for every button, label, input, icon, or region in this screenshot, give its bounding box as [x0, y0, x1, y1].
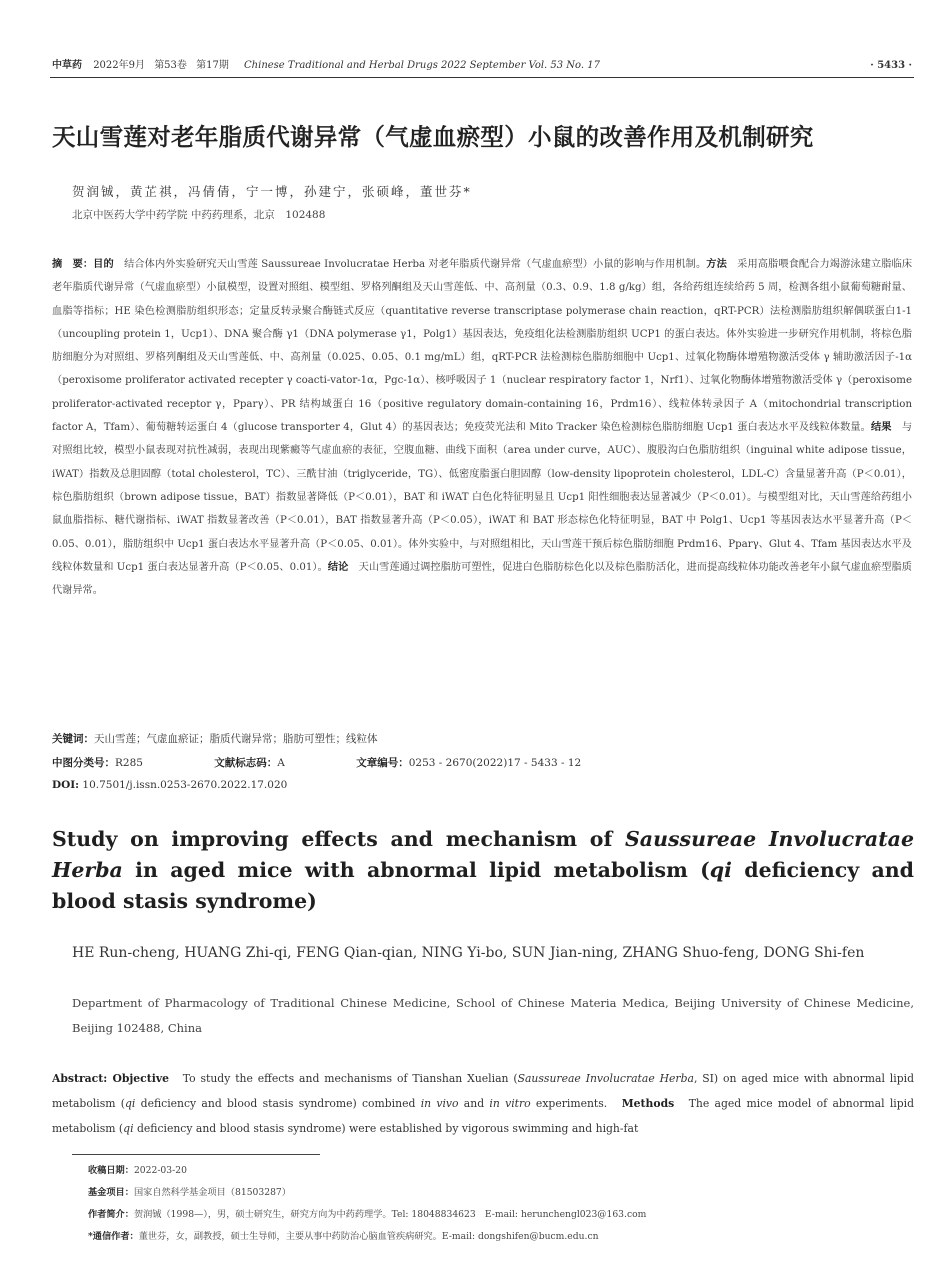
abstract-cn [52, 253, 912, 602]
received-label: 收稿日期： [88, 1165, 134, 1176]
authors-en: HE Run-cheng, HUANG Zhi-qi, FENG Qian-qian, NING Yi-bo, SUN Jian-ning, ZHANG Shuo-feng, DONG Shi-fen [72, 945, 865, 961]
abstract-en-text5: experiments. [530, 1097, 608, 1110]
doi-label: DOI: [52, 779, 80, 791]
corresponding-label: *通信作者： [88, 1231, 139, 1242]
abstract-label-cn: 摘 要： [52, 258, 94, 270]
section-objective-cn: 目的 [93, 258, 114, 270]
title-en-species: Saussureae Involucratae Herba [52, 827, 914, 882]
keywords: 天山雪莲；气虚血瘀证；脂质代谢异常；脂肪可塑性；线粒体 [94, 733, 378, 745]
affiliation-en: Department of Pharmacology of Traditional Chinese Medicine, School of Chinese Materia Medica, Beijing University of Chinese Medicine, Beijing 102488, China [72, 996, 914, 1035]
abstract-en-text3: deficiency and blood stasis syndrome) combined [135, 1097, 421, 1110]
footnotes [88, 1160, 908, 1248]
clc-value: R285 [115, 757, 143, 769]
fund-value: 国家自然科学基金项目（81503287） [133, 1187, 291, 1198]
clc-label: 中图分类号： [52, 757, 115, 769]
journal-name-cn: 中草药 [52, 60, 82, 71]
result-text-cn: 与对照组比较，模型小鼠表现对抗性减弱，表现出现紫癜等气虚血瘀的表征，空腹血糖、曲线下面积（area under curve，AUC）、腹股沟白色脂肪组织（inguinal white adipose tissue，iWAT）指数及总胆固醇（total cholesterol，TC）、三酰甘油（triglyceride，TG）、低密度脂蛋白胆固醇（low-density lipoprotein cholesterol，LDL-C）含量显著升高（P＜0.01），棕色脂肪组织（brown adipose tissue，BAT）指数显著降低（P＜0.01），BAT 和 iWAT 白色化特征明显且 Ucp1 阳性细胞表达显著减少（P＜0.01）。与模型组对比，天山雪莲给药组小鼠血脂指标、糖代谢指标、iWAT 指数显著改善（P＜0.01），BAT 指数显著升高（P＜0.05），iWAT 和 BAT 形态棕色化特征明显，BAT 中 Polg1、Ucp1 等基因表达水平显著升高（P＜0.05、0.01），脂肪组织中 Ucp1 蛋白表达水平显著升高（P＜0.05、0.01）。体外实验中，与对照组相比，天山雪莲干预后棕色脂肪细胞 Prdm16、Pparγ、Glut 4、Tfam 基因表达水平及线粒体数量和 Ucp1 蛋白表达显著升高（P＜0.05、0.01）。 [52, 422, 913, 573]
affiliation-cn: 北京中医药大学中药学院 中药药理系，北京 102488 [72, 209, 326, 221]
title-en-part3: deficiency and blood stasis syndrome) [52, 858, 914, 913]
classification-line [52, 755, 581, 770]
title-cn: 天山雪莲对老年脂质代谢异常（气虚血瘀型）小鼠的改善作用及机制研究 [52, 123, 814, 151]
corresponding-value: 董世芬，女，副教授，硕士生导师，主要从事中药防治心脑血管疾病研究。E-mail: dongshifen@bucm.edu.cn [138, 1231, 599, 1242]
title-en-part2: in aged mice with abnormal lipid metabolism ( [122, 858, 710, 882]
running-header [52, 56, 912, 76]
abstract-en-invivo: in vivo [420, 1097, 459, 1110]
issue-date-cn: 2022年9月 [93, 60, 145, 71]
methods-en-text1: The aged mice model of abnormal lipid metabolism ( [52, 1097, 915, 1135]
issue-cn: 第17期 [196, 60, 229, 71]
title-en-part1: Study on improving effects and mechanism of [52, 827, 625, 851]
volume-cn: 第53卷 [154, 60, 187, 71]
page-number: · 5433 · [870, 60, 912, 71]
keywords-line [52, 731, 378, 746]
keywords-label: 关键词： [52, 733, 94, 745]
abstract-en [52, 1066, 914, 1141]
footnote-rule [72, 1154, 320, 1155]
objective-text-cn: 结合体内外实验研究天山雪莲 Saussureae Involucratae Herba 对老年脂质代谢异常（气虚血瘀型）小鼠的影响与作用机制。 [124, 259, 707, 270]
methods-label-en: Methods [621, 1097, 675, 1110]
authors-cn: 贺润铖，黄芷祺，冯倩倩，宁一博，孙建宁，张硕峰，董世芬* [72, 184, 472, 199]
journal-name-en: Chinese Traditional and Herbal Drugs 2022 September Vol. 53 No. 17 [244, 60, 600, 71]
articleno-value: 0253 - 2670(2022)17 - 5433 - 12 [408, 757, 582, 769]
methods-en-text2: deficiency and blood stasis syndrome) were established by vigorous swimming and high-fat [133, 1122, 639, 1135]
section-result-cn: 结果 [870, 421, 892, 434]
footnote-fund [88, 1182, 908, 1204]
author-label: 作者简介： [88, 1209, 134, 1220]
doi-value: 10.7501/j.issn.0253-2670.2022.17.020 [82, 779, 288, 791]
abstract-en-invitro: in vitro [489, 1097, 531, 1110]
header-rule [50, 77, 914, 78]
abstract-en-text2: , SI) on aged mice with abnormal lipid metabolism ( [52, 1072, 914, 1110]
footnote-author [88, 1204, 908, 1226]
method-text-cn: 采用高脂喂食配合力竭游泳建立脂临床老年脂质代谢异常（气虚血瘀型）小鼠模型，设置对照组、模型组、罗格列酮组及天山雪莲低、中、高剂量（0.3、0.9、1.8 g/kg）组，各给药组连续给药 5 周，检测各组小鼠葡萄糖耐量、血脂等指标；HE 染色检测脂肪组织形态；定量反转录聚合酶链式反应（quantitative reverse transcriptase polymerase chain reaction，qRT-PCR）法检测脂肪组织解偶联蛋白1-1（uncoupling protein 1，Ucp1）、DNA 聚合酶 γ1（DNA polymerase γ1，Polg1）基因表达，免疫组化法检测脂肪组织 UCP1 的蛋白表达。体外实验进一步研究作用机制，将棕色脂肪细胞分为对照组、罗格列酮组及天山雪莲低、中、高剂量（0.025、0.05、0.1 mg/mL）组，qRT-PCR 法检测棕色脂肪细胞中 Ucp1、过氧化物酶体增殖物激活受体 γ 辅助激活因子-1α（peroxisome proliferator activated recepter γ coacti-vator-1α，Pgc-1α）、核呼吸因子 1（nuclear respiratory factor 1，Nrf1）、过氧化物酶体增殖物激活受体 γ（peroxisome proliferator-activated receptor γ，Pparγ）、PR 结构域蛋白 16（positive regulatory domain-containing 16，Prdm16）、线粒体转录因子 A（mitochondrial transcription factor A，Tfam）、葡萄糖转运蛋白 4（glucose transporter 4，Glut 4）的基因表达；免疫荧光法和 Mito Tracker 染色检测棕色脂肪细胞 Ucp1 蛋白表达水平及线粒体数量。 [52, 259, 913, 434]
abstract-en-text1: To study the effects and mechanisms of Tianshan Xuelian ( [182, 1072, 518, 1085]
title-en-qi: qi [709, 858, 732, 882]
doccode-label: 文献标志码： [214, 757, 278, 769]
doccode-value: A [277, 757, 285, 769]
section-method-cn: 方法 [706, 258, 727, 270]
abstract-en-qi: qi [125, 1097, 136, 1110]
footnote-corresponding [88, 1226, 908, 1248]
received-value: 2022-03-20 [133, 1165, 187, 1176]
section-conclusion-cn: 结论 [327, 560, 349, 573]
fund-label: 基金项目： [88, 1187, 134, 1198]
doi-line [52, 779, 287, 791]
author-value: 贺润铖（1998—），男，硕士研究生，研究方向为中药药理学。Tel: 18048834623 E-mail: herunchengl023@163.com [133, 1209, 647, 1220]
abstract-en-species: Saussureae Involucratae Herba [517, 1072, 694, 1085]
methods-en-qi: qi [123, 1122, 134, 1135]
abstract-en-text4: and [458, 1097, 490, 1110]
title-en [52, 824, 914, 917]
abstract-label-en: Abstract: Objective [52, 1072, 169, 1085]
conclusion-text-cn: 天山雪莲通过调控脂肪可塑性，促进白色脂肪棕色化以及棕色脂肪活化，进而提高线粒体功能改善老年小鼠气虚血瘀型脂质代谢异常。 [52, 561, 912, 597]
articleno-label: 文章编号： [356, 757, 409, 769]
footnote-received [88, 1160, 908, 1182]
